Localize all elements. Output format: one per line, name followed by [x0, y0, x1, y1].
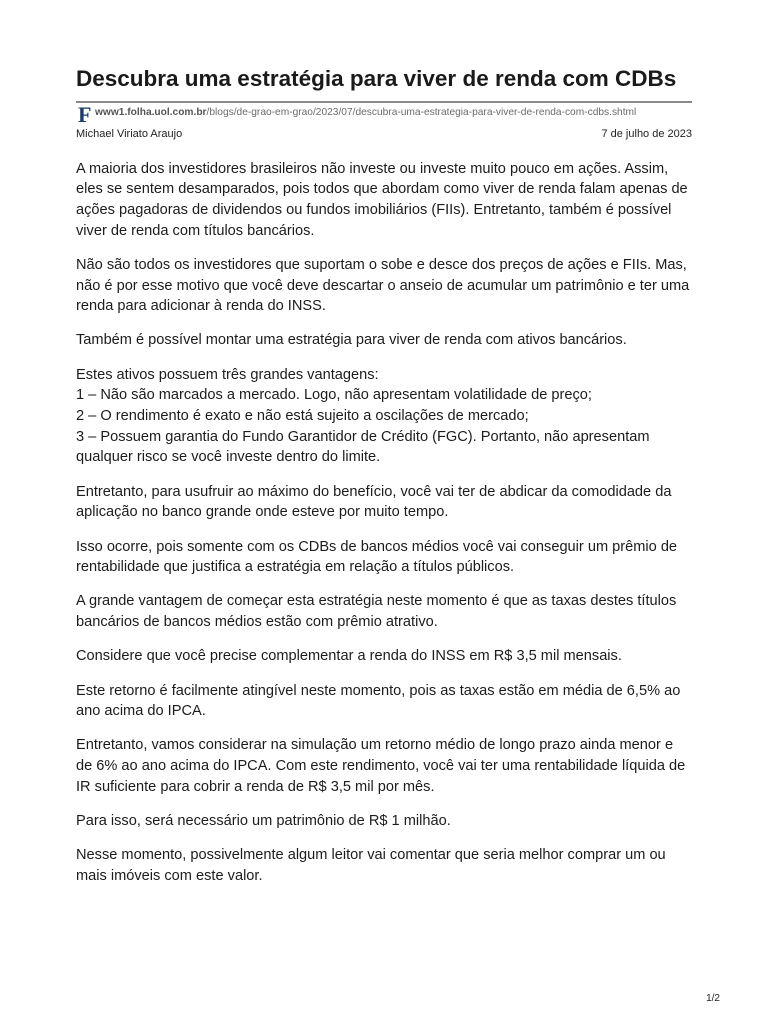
article-paragraph: Estes ativos possuem três grandes vantagens: 1 – Não são marcados a mercado. Logo, não apresentam volatilidade de preço; 2 – O rendimento é exato e não está sujeito a oscilações de mercado; 3 – Possuem garantia do Fundo Garantidor de Crédito (FGC). Portanto, não apresentam qualquer risco se você investe dentro do limite. — [76, 366, 650, 466]
byline — [76, 128, 692, 141]
article-paragraph: Para isso, será necessário um patrimônio de R$ 1 milhão. — [76, 813, 451, 830]
article-paragraph: Entretanto, vamos considerar na simulação um retorno médio de longo prazo ainda menor e de 6% ao ano acima do IPCA. Com este rendimento, você vai ter uma rentabilidade líquida de IR suficiente para cobrir a renda de R$ 3,5 mil por mês. — [76, 737, 686, 795]
article-page — [76, 66, 692, 900]
source-url[interactable] — [76, 107, 692, 120]
page-indicator: 1/2 — [706, 993, 720, 1004]
folha-logo-icon: F — [78, 102, 92, 127]
article-paragraph: Não são todos os investidores que suportam o sobe e desce dos preços de ações e FIIs. Mas, não é por esse motivo que você deve descartar o anseio de acumular um patrimônio e ter uma renda para adicionar à renda do INSS. — [76, 256, 690, 315]
source-domain: www1.folha.uol.com.br — [95, 107, 207, 118]
article-paragraph: Isso ocorre, pois somente com os CDBs de bancos médios você vai conseguir um prêmio de rentabilidade que justifica a estratégia em relação a títulos públicos. — [76, 538, 678, 576]
article-paragraph: A maioria dos investidores brasileiros não investe ou investe muito pouco em ações. Assim, eles se sentem desamparados, pois todos que abordam como viver de renda falam apenas de ações pagadoras de dividendos ou fundos imobiliários (FIIs). Entretanto, também é possível viver de renda com títulos bancários. — [76, 160, 688, 239]
source-line — [76, 102, 692, 127]
article-paragraph: Também é possível montar uma estratégia para viver de renda com ativos bancários. — [76, 332, 627, 349]
publish-date: 7 de julho de 2023 — [601, 127, 692, 140]
article-paragraph: Nesse momento, possivelmente algum leitor vai comentar que seria melhor comprar um ou mais imóveis com este valor. — [76, 847, 666, 884]
article-title: Descubra uma estratégia para viver de renda com CDBs — [76, 66, 677, 91]
title-divider — [76, 101, 692, 103]
article-paragraph: Este retorno é facilmente atingível neste momento, pois as taxas estão em média de 6,5% ao ano acima do IPCA. — [76, 682, 681, 720]
article-body — [76, 159, 692, 887]
article-paragraph: Entretanto, para usufruir ao máximo do benefício, você vai ter de abdicar da comodidade da aplicação no banco grande onde esteve por muito tempo. — [76, 483, 672, 521]
article-paragraph: Considere que você precise complementar a renda do INSS em R$ 3,5 mil mensais. — [76, 648, 622, 665]
source-path: /blogs/de-grao-em-grao/2023/07/descubra-uma-estrategia-para-viver-de-renda-com-cdbs.shtml — [206, 107, 637, 118]
author-name: Michael Viriato Araujo — [76, 127, 183, 140]
article-paragraph: A grande vantagem de começar esta estratégia neste momento é que as taxas destes títulos bancários de bancos médios estão com prêmio atrativo. — [76, 593, 677, 631]
